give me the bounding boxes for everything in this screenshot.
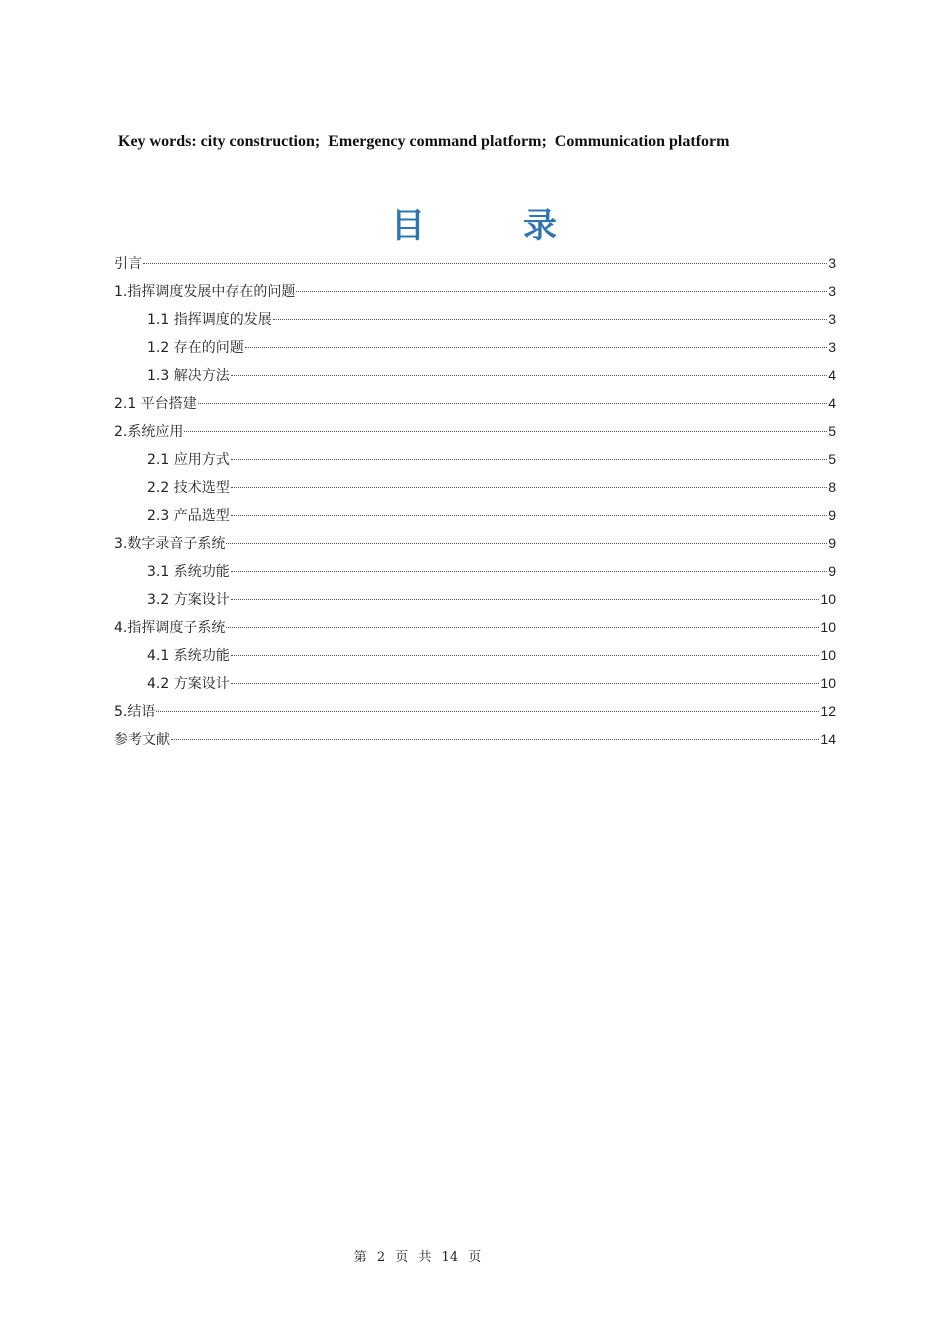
toc-entry-label[interactable]: 引言 (114, 256, 142, 272)
toc-entry-label[interactable]: 1.2 存在的问题 (147, 340, 244, 356)
toc-dot-leader (231, 599, 820, 600)
toc-entry-page-number[interactable]: 4 (828, 395, 836, 411)
toc-entry-page-number[interactable]: 10 (820, 619, 836, 635)
toc-entry[interactable] (114, 669, 836, 697)
toc-entry-page-number[interactable]: 4 (828, 367, 836, 383)
toc-dot-leader (156, 711, 819, 712)
toc-entry[interactable] (114, 445, 836, 473)
toc-dot-leader (171, 739, 819, 740)
toc-entry-label[interactable]: 2.1 平台搭建 (114, 396, 197, 412)
toc-entry-page-number[interactable]: 3 (828, 255, 836, 271)
toc-dot-leader (143, 263, 827, 264)
keywords-line: Key words: city construction; Emergency command platform; Communication platform (118, 133, 730, 150)
toc-entry[interactable] (114, 585, 836, 613)
toc-entry-label[interactable]: 3.数字录音子系统 (114, 536, 226, 552)
toc-entry[interactable] (114, 277, 836, 305)
toc-entry-label[interactable]: 4.指挥调度子系统 (114, 620, 226, 636)
toc-dot-leader (231, 683, 820, 684)
toc-entry-page-number[interactable]: 5 (828, 423, 836, 439)
toc-entry[interactable] (114, 249, 836, 277)
toc-entry-page-number[interactable]: 10 (820, 591, 836, 607)
toc-entry-page-number[interactable]: 9 (828, 507, 836, 523)
toc-entry-page-number[interactable]: 10 (820, 647, 836, 663)
toc-entry-label[interactable]: 1.3 解决方法 (147, 368, 230, 384)
toc-entry-label[interactable]: 3.1 系统功能 (147, 564, 230, 580)
toc-dot-leader (231, 375, 827, 376)
toc-dot-leader (198, 403, 827, 404)
toc-entry-page-number[interactable]: 8 (828, 479, 836, 495)
toc-entry[interactable] (114, 361, 836, 389)
toc-entry-page-number[interactable]: 9 (828, 535, 836, 551)
toc-dot-leader (231, 487, 827, 488)
toc-entry[interactable] (114, 557, 836, 585)
toc-entry-label[interactable]: 3.2 方案设计 (147, 592, 230, 608)
toc-entry[interactable] (114, 333, 836, 361)
toc-entry-label[interactable]: 1.指挥调度发展中存在的问题 (114, 284, 296, 300)
toc-dot-leader (231, 571, 827, 572)
toc-entry[interactable] (114, 389, 836, 417)
toc-entry-label[interactable]: 2.系统应用 (114, 424, 184, 440)
toc-dot-leader (231, 459, 827, 460)
toc-entry-label[interactable]: 参考文献 (114, 732, 170, 748)
toc-dot-leader (245, 347, 827, 348)
toc-entry-label[interactable]: 2.2 技术选型 (147, 480, 230, 496)
toc-dot-leader (226, 627, 819, 628)
toc-entry-page-number[interactable]: 3 (828, 339, 836, 355)
toc-entry-label[interactable]: 1.1 指挥调度的发展 (147, 312, 272, 328)
toc-dot-leader (226, 543, 827, 544)
toc-entry-label[interactable]: 4.2 方案设计 (147, 676, 230, 692)
toc-entry[interactable] (114, 417, 836, 445)
toc-entry-page-number[interactable]: 9 (828, 563, 836, 579)
toc-entry[interactable] (114, 641, 836, 669)
toc-dot-leader (296, 291, 827, 292)
toc-dot-leader (273, 319, 827, 320)
toc-entry[interactable] (114, 501, 836, 529)
toc-entry-label[interactable]: 2.3 产品选型 (147, 508, 230, 524)
toc-entry-page-number[interactable]: 3 (828, 283, 836, 299)
toc-title (0, 198, 950, 247)
toc-entry-label[interactable]: 4.1 系统功能 (147, 648, 230, 664)
toc-dot-leader (231, 655, 820, 656)
page-footer: 第 2 页 共 14 页 (353, 1250, 482, 1265)
toc-entry-page-number[interactable]: 12 (820, 703, 836, 719)
toc-entry-page-number[interactable]: 3 (828, 311, 836, 327)
toc-entry[interactable] (114, 725, 836, 753)
toc-title-part-2: 录 (523, 206, 559, 246)
toc-entry[interactable] (114, 305, 836, 333)
toc-entry[interactable] (114, 473, 836, 501)
toc-dot-leader (184, 431, 827, 432)
toc-dot-leader (231, 515, 827, 516)
toc-entry-page-number[interactable]: 5 (828, 451, 836, 467)
toc-title-part-1: 目 (391, 206, 427, 246)
toc-entry[interactable] (114, 613, 836, 641)
toc-entry-page-number[interactable]: 10 (820, 675, 836, 691)
table-of-contents (114, 249, 836, 753)
toc-entry-page-number[interactable]: 14 (820, 731, 836, 747)
toc-entry[interactable] (114, 529, 836, 557)
toc-entry-label[interactable]: 2.1 应用方式 (147, 452, 230, 468)
toc-entry[interactable] (114, 697, 836, 725)
toc-entry-label[interactable]: 5.结语 (114, 704, 156, 720)
